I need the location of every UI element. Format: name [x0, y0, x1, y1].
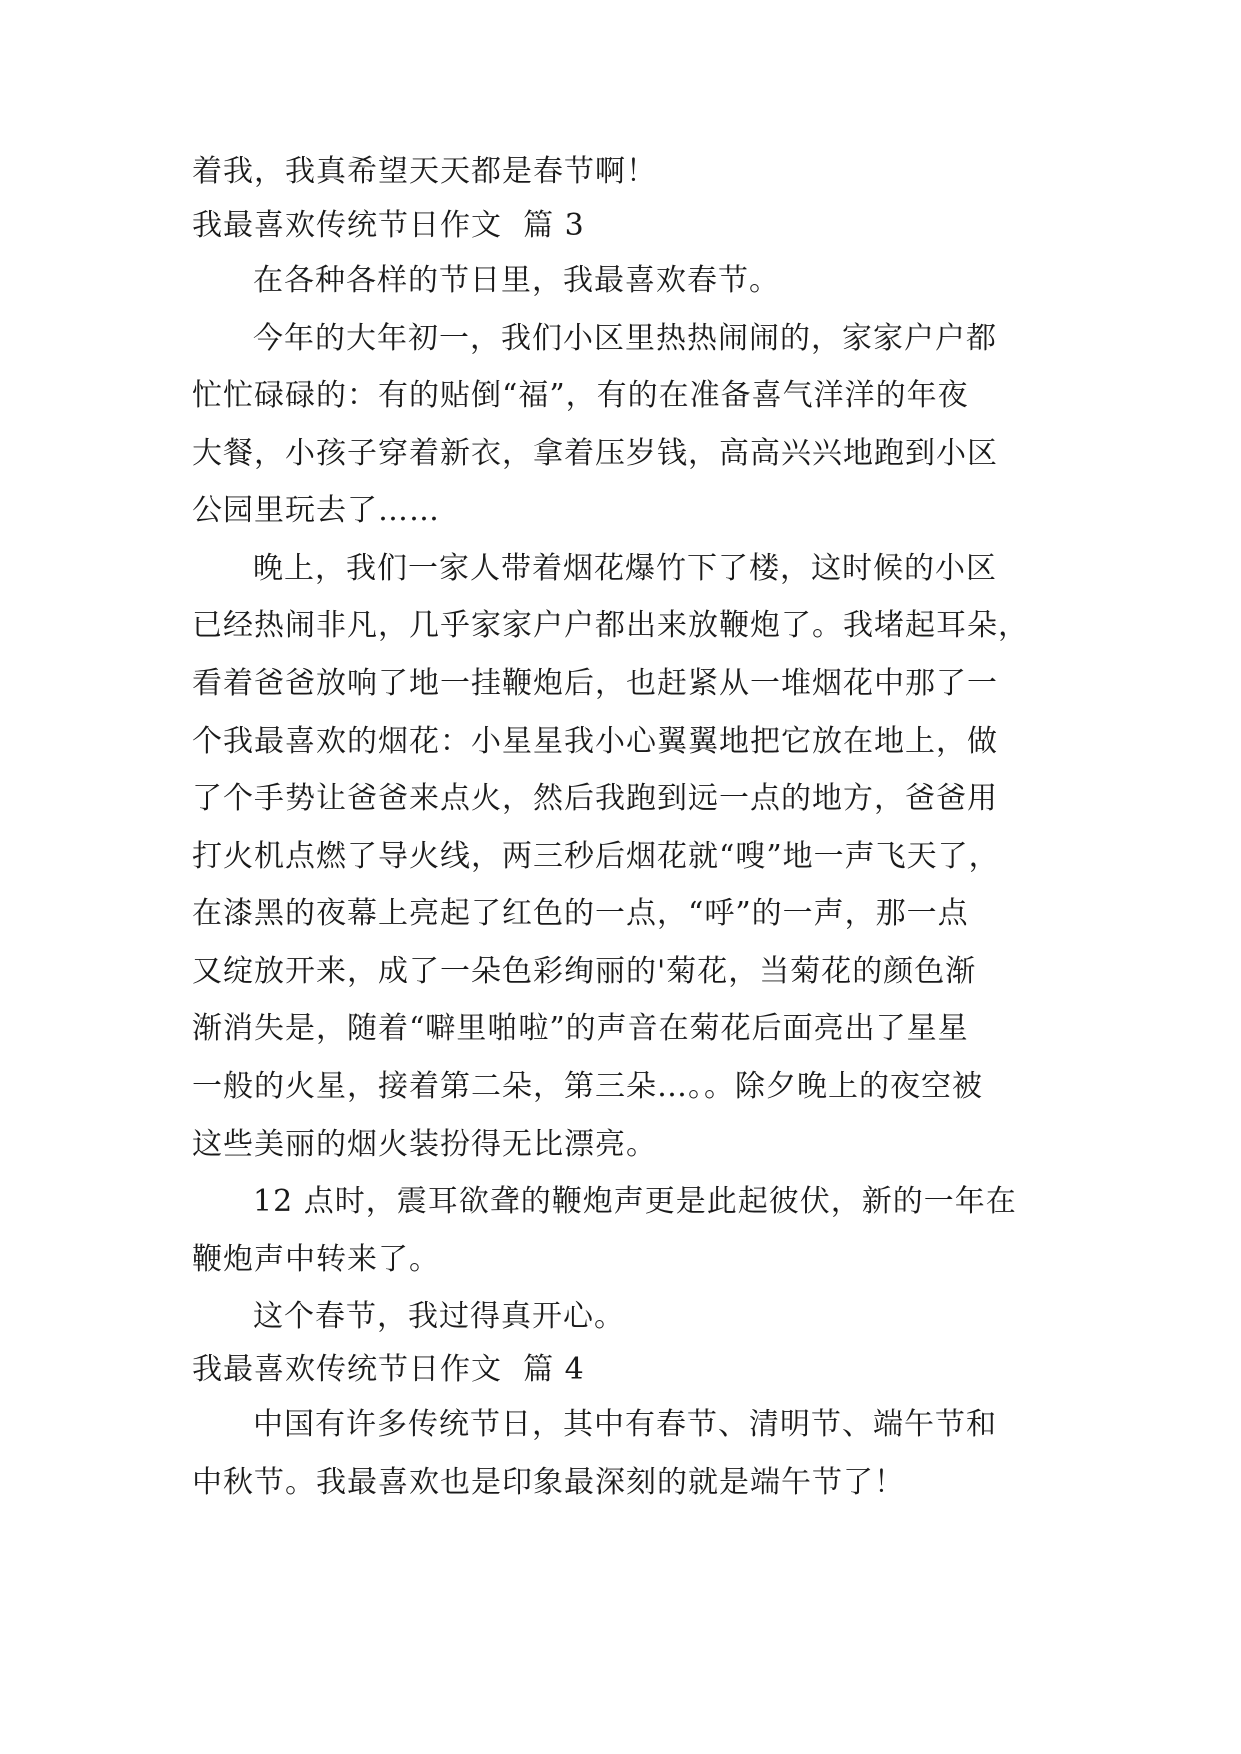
section-heading: 我最喜欢传统节日作文 篇 4 — [192, 1352, 585, 1387]
paragraph-line: 忙忙碌碌的：有的贴倒“福”，有的在准备喜气洋洋的年夜 — [192, 378, 969, 413]
section-heading: 我最喜欢传统节日作文 篇 3 — [192, 208, 585, 243]
paragraph-line: 今年的大年初一，我们小区里热热闹闹的，家家户户都 — [253, 321, 997, 356]
paragraph-line: 中秋节。我最喜欢也是印象最深刻的就是端午节了！ — [192, 1465, 905, 1500]
paragraph-line: 打火机点燃了导火线，两三秒后烟花就“嗖”地一声飞天了， — [192, 839, 1000, 874]
paragraph-line: 晚上，我们一家人带着烟花爆竹下了楼，这时候的小区 — [253, 551, 997, 586]
paragraph-line: 在各种各样的节日里，我最喜欢春节。 — [253, 263, 780, 298]
paragraph-line: 看着爸爸放响了地一挂鞭炮后，也赶紧从一堆烟花中那了一 — [192, 666, 998, 701]
paragraph-line: 渐消失是，随着“噼里啪啦”的声音在菊花后面亮出了星星 — [192, 1011, 969, 1046]
paragraph-line: 又绽放开来，成了一朵色彩绚丽的'菊花，当菊花的颜色渐 — [192, 954, 977, 989]
paragraph-line: 大餐，小孩子穿着新衣，拿着压岁钱，高高兴兴地跑到小区 — [192, 436, 998, 471]
paragraph-line: 着我，我真希望天天都是春节啊！ — [192, 154, 657, 189]
paragraph-line: 个我最喜欢的烟花：小星星我小心翼翼地把它放在地上，做 — [192, 724, 998, 759]
paragraph-line: 公园里玩去了…… — [192, 493, 440, 528]
paragraph-line: 中国有许多传统节日，其中有春节、清明节、端午节和 — [253, 1407, 997, 1442]
paragraph-line: 这个春节，我过得真开心。 — [253, 1299, 625, 1334]
paragraph-line: 一般的火星，接着第二朵，第三朵…。。除夕晚上的夜空被 — [192, 1069, 983, 1104]
paragraph-line: 已经热闹非凡，几乎家家户户都出来放鞭炮了。我堵起耳朵， — [192, 608, 1029, 643]
paragraph-line: 这些美丽的烟火装扮得无比漂亮。 — [192, 1127, 657, 1162]
paragraph-line: 鞭炮声中转来了。 — [192, 1242, 440, 1277]
paragraph-line: 12 点时，震耳欲聋的鞭炮声更是此起彼伏，新的一年在 — [253, 1184, 1017, 1219]
paragraph-line: 了个手势让爸爸来点火，然后我跑到远一点的地方，爸爸用 — [192, 781, 998, 816]
paragraph-line: 在漆黑的夜幕上亮起了红色的一点，“呼”的一声，那一点 — [192, 896, 969, 931]
